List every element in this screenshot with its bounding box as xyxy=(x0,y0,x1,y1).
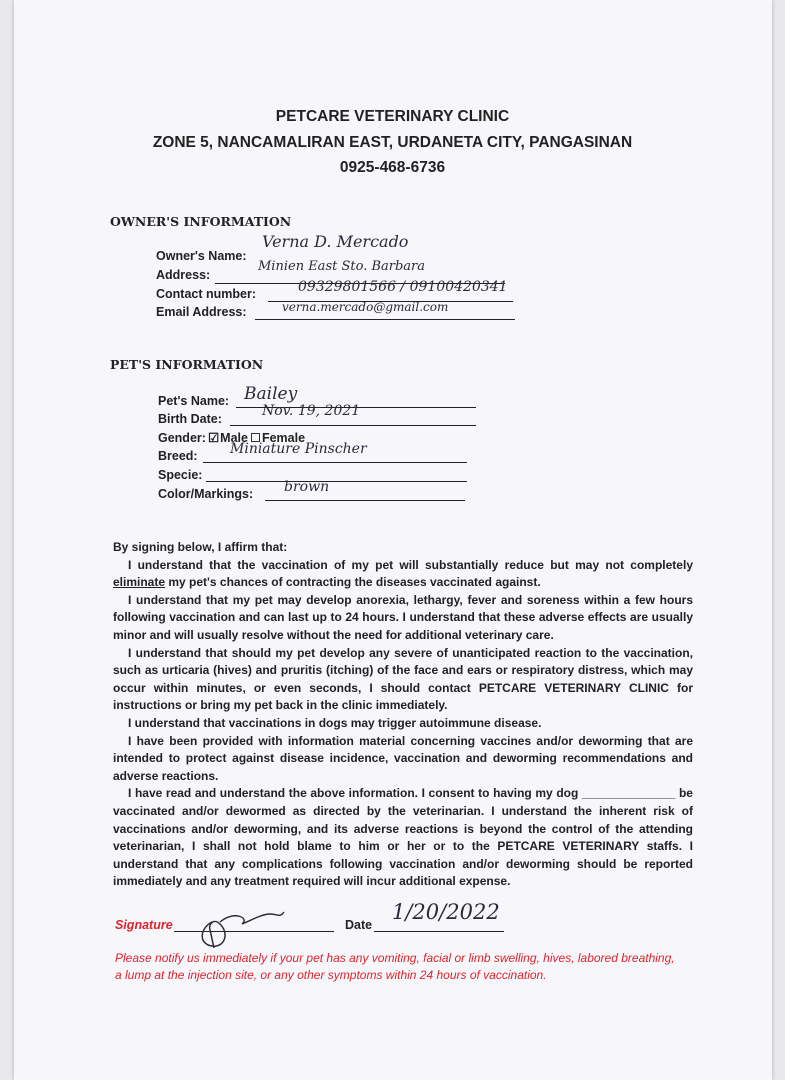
pet-color-label: Color/Markings: xyxy=(158,487,254,501)
pet-specie-label: Specie: xyxy=(158,468,203,482)
clinic-address: ZONE 5, NANCAMALIRAN EAST, URDANETA CITY, PANGASINAN xyxy=(152,134,633,151)
pet-gender-label: Gender: xyxy=(158,431,206,445)
birth-line xyxy=(230,425,476,426)
owner-contact-value: 09329801566 / 09100420341 xyxy=(298,279,508,295)
pet-color-value: brown xyxy=(284,479,330,495)
date-value: 1/20/2022 xyxy=(392,900,500,924)
owner-address-label: Address: xyxy=(156,268,211,282)
red-notice: Please notify us immediately if your pet has any vomiting, facial or limb swelling, hives, labored breathing, a lump at the injection site, or any other symptoms within 24 hours of vaccination. xyxy=(115,951,675,982)
owner-email-value: verna.mercado@gmail.com xyxy=(282,300,449,314)
checkmark-icon[interactable]: ☑ xyxy=(207,431,220,445)
consent-paragraph-5: I have been provided with information material concerning vaccines and/or deworming that are intended to protect against disease incidence, vaccination and deworming recommendations and adverse reactions. xyxy=(113,733,693,783)
consent-intro: By signing below, I affirm that: xyxy=(113,540,288,554)
pet-breed-label: Breed: xyxy=(158,449,198,463)
owner-email-label: Email Address: xyxy=(156,305,247,319)
consent-paragraph-3: I understand that should my pet develop any severe of unanticipated reaction to the vaccination, such as urticaria (hives) and pruritis (itching) of the face and ears or respiratory distress, which may occur within minutes, or even seconds, I should contact PETCARE VETERINARY CLINIC for instructions or bring my pet back in the clinic immediately. xyxy=(113,645,693,713)
signature-label: Signature xyxy=(115,918,173,932)
consent-text xyxy=(113,539,693,891)
eliminate-underlined: eliminate xyxy=(113,575,166,590)
pet-name-value: Bailey xyxy=(244,384,298,404)
date-label: Date xyxy=(345,918,373,932)
pet-breed-value: Miniature Pinscher xyxy=(230,441,367,457)
clinic-name: PETCARE VETERINARY CLINIC xyxy=(275,108,510,125)
clinic-phone: 0925-468-6736 xyxy=(339,159,446,176)
owner-heading: OWNER'S INFORMATION xyxy=(110,214,292,229)
owner-name-value: Verna D. Mercado xyxy=(262,232,409,251)
consent-paragraph-2: I understand that my pet may develop anorexia, lethargy, fever and soreness within a few hours following vaccination and can last up to 24 hours. I understand that these adverse effects are usually minor and will usually resolve without the need for additional veterinary care. xyxy=(113,592,693,642)
consent-paragraph-4: I understand that vaccinations in dogs may trigger autoimmune disease. xyxy=(128,715,542,730)
color-line xyxy=(265,500,465,501)
specie-line xyxy=(206,481,467,482)
pet-name-label: Pet's Name: xyxy=(158,394,230,408)
email-line xyxy=(255,319,515,320)
dog-name-blank[interactable]: ______________ xyxy=(581,786,676,801)
date-line xyxy=(374,931,504,932)
gender-female-label: Female xyxy=(261,431,306,445)
owner-name-label: Owner's Name: xyxy=(156,249,247,263)
pet-birth-value: Nov. 19, 2021 xyxy=(262,403,361,419)
pet-heading: PET'S INFORMATION xyxy=(110,357,264,372)
breed-line xyxy=(203,462,467,463)
consent-paragraph-6: I have read and understand the above information. I consent to having my dog ______________ be vaccinated and/or dewormed as directed by the veterinarian. I understand the inherent risk of vaccinations and/or deworming, and its adverse reactions is beyond the control of the attending veterinarian, I shall not hold blame to him or her or to the PETCARE VETERINARY staffs. I understand that any complications following vaccination and/or deworming should be reported immediately and any treatment required will incur additional expense. xyxy=(113,786,693,889)
gender-male-label: Male xyxy=(220,431,248,445)
owner-contact-label: Contact number: xyxy=(156,287,256,301)
owner-address-value: Minien East Sto. Barbara xyxy=(258,259,426,274)
consent-paragraph-1: I understand that the vaccination of my pet will substantially reduce but may not completely eliminate my pet's chances of contracting the diseases vaccinated against. xyxy=(113,557,693,590)
signature-scribble xyxy=(190,900,300,952)
pet-birth-label: Birth Date: xyxy=(158,412,222,426)
